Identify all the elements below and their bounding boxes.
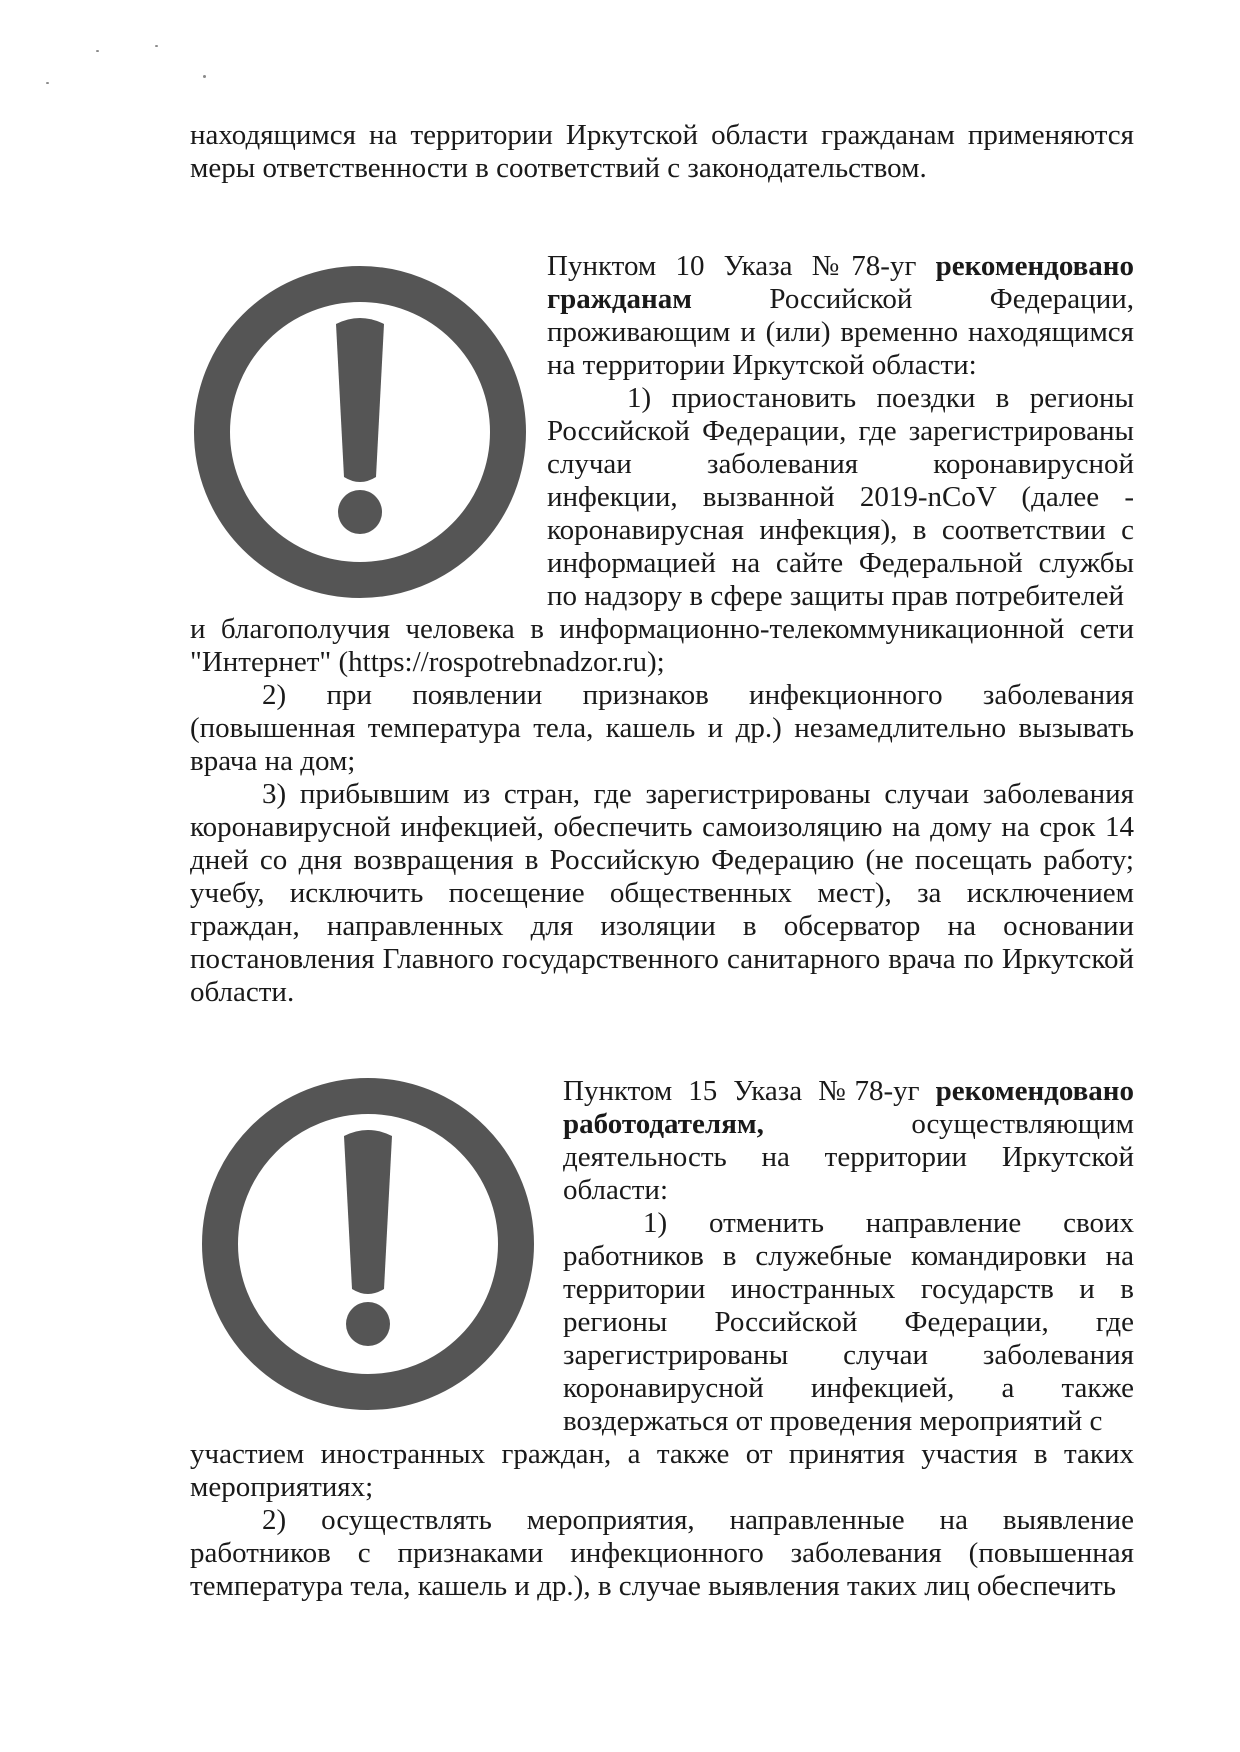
section2-lead-rest: осуществляющим деятельность на территории Иркутской области: bbox=[563, 1108, 1134, 1206]
section1-lead-rest: Российской Федерации, проживающим и (или) временно находящимся на территории Иркутской области: bbox=[547, 283, 1134, 381]
section1-item3: 3) прибывшим из стран, где зарегистрированы случаи заболевания коронавирусной инфекцией, обеспечить самоизоляцию на дому на срок 14 дней со дня возвращения в Российскую Федерацию (не посещать работу; учебу, исключить посещение общественных мест), за исключением граждан, направленных для изоляции в обсерватор на основании постановления Главного государственного санитарного врача по Иркутской области. bbox=[190, 778, 1134, 1008]
exclamation-circle-icon bbox=[190, 262, 530, 602]
section1-lead-text: Пунктом 10 Указа №78-уг bbox=[547, 250, 936, 282]
scan-speck bbox=[203, 75, 206, 78]
scan-speck bbox=[46, 82, 49, 84]
section1-item1-continuation: и благополучия человека в информационно-телекоммуникационной сети "Интернет" (https://rospotrebnadzor.ru); bbox=[190, 613, 1134, 678]
section2-lead-bold: рекомендовано работодателям, bbox=[563, 1075, 1134, 1140]
section1-lead-bold: рекомендовано гражданам bbox=[547, 250, 1134, 315]
section2-lead-text: Пунктом 15 Указа №78-уг bbox=[563, 1075, 936, 1107]
exclamation-circle-icon bbox=[198, 1074, 538, 1414]
section2-lead bbox=[563, 1075, 1134, 1207]
scan-speck bbox=[96, 50, 99, 52]
section2-item1-continuation: участием иностранных граждан, а также от принятия участия в таких мероприятиях; bbox=[190, 1438, 1134, 1503]
section2-item2: 2) осуществлять мероприятия, направленные на выявление работников с признаками инфекционного заболевания (повышенная температура тела, кашель и др.), в случае выявления таких лиц обеспечить bbox=[190, 1504, 1134, 1602]
section1-lead bbox=[547, 250, 1134, 382]
section1-item2: 2) при появлении признаков инфекционного заболевания (повышенная температура тела, кашель и др.) незамедлительно вызывать врача на дом; bbox=[190, 679, 1134, 777]
intro-paragraph: находящимся на территории Иркутской области гражданам применяются меры ответственности в соответствий с законодательством. bbox=[190, 119, 1134, 184]
scan-speck bbox=[155, 45, 158, 47]
section2-item1: 1) отменить направление своих работников в служебные командировки на территории иностранных государств и в регионы Российской Федерации, где зарегистрированы случаи заболевания коронавирусной инфекцией, а также воздержаться от проведения мероприятий с bbox=[563, 1207, 1134, 1437]
section1-item1: 1) приостановить поездки в регионы Российской Федерации, где зарегистрированы случаи заболевания коронавирусной инфекции, вызванной 2019-nCoV (далее - коронавирусная инфекция), в соответствии с информацией на сайте Федеральной службы по надзору в сфере защиты прав потребителей bbox=[547, 382, 1134, 612]
